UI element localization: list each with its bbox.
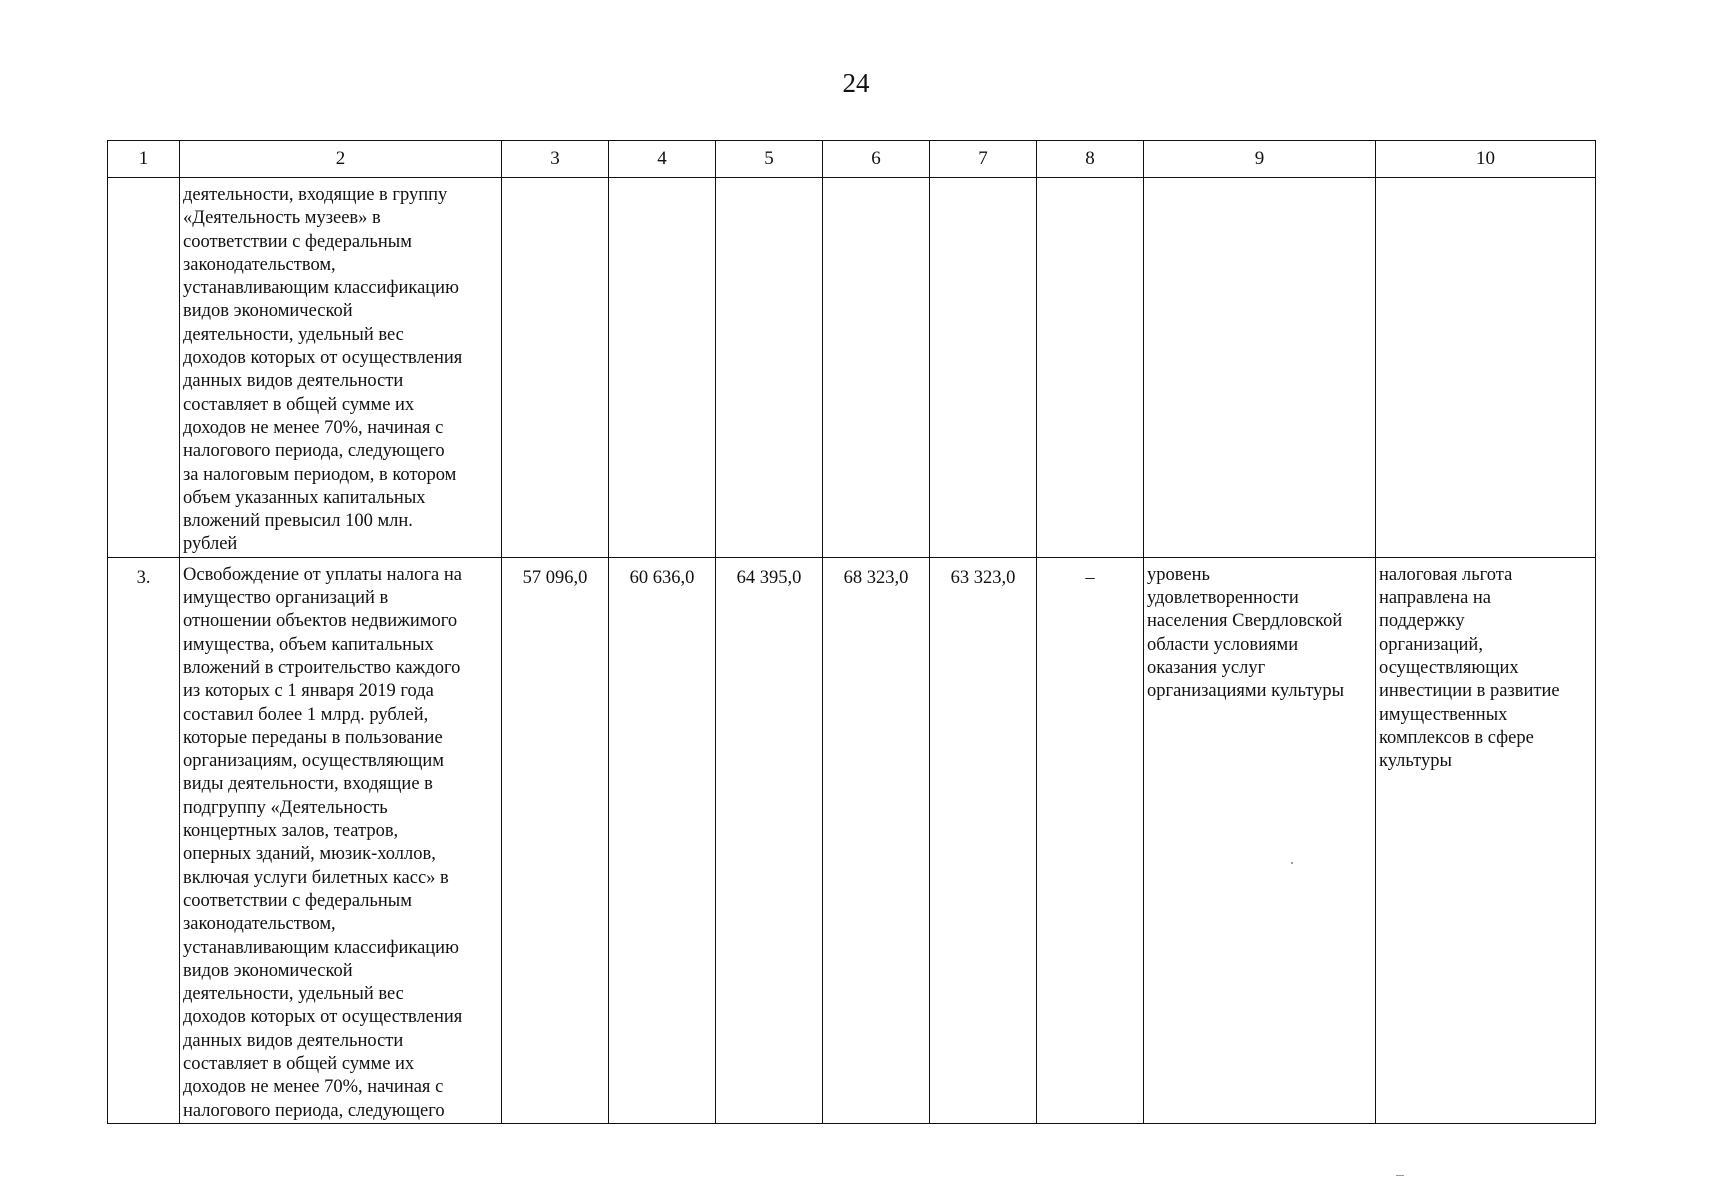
row-number: 3.: [136, 567, 151, 588]
cell-empty: [1376, 178, 1596, 558]
value-col5: 64 395,0: [736, 567, 802, 588]
header-col-1: 1: [108, 141, 180, 178]
benefit-description-text: Освобождение от уплаты налога на имущество организаций в отношении объектов недвижимого имущества, объем капитальных вложений в строительство каждого из которых с 1 января 2019 года составил более 1 млрд. рублей, которые переданы в пользование организациям, осуществляющим виды деятельности, входящие в подгруппу «Деятельность концертных залов, театров, оперных зданий, мюзик-холлов, включая услуги билетных касс» в соответствии с федеральным законодательством, устанавливающим классификацию видов экономической деятельности, удельный вес доходов которых от осуществления данных видов деятельности составляет в общей сумме их доходов не менее 70%, начиная с налогового периода, следующего: [183, 564, 463, 1121]
cell-empty: [823, 178, 930, 558]
value-col6: 68 323,0: [843, 567, 909, 588]
cell-empty: [716, 178, 823, 558]
page-number: 24: [842, 68, 870, 98]
value-col4: 60 636,0: [629, 567, 695, 588]
cell-empty: [609, 178, 716, 558]
indicator-cell: [1144, 557, 1376, 1123]
purpose-text: налоговая льгота направлена на поддержку организаций, осуществляющих инвестиции в развитие имущественных комплексов в сфере культуры: [1379, 564, 1560, 772]
header-col-5: 5: [716, 141, 823, 178]
header-col-2: 2: [180, 141, 502, 178]
value-col3: 57 096,0: [522, 567, 588, 588]
cell-empty: [502, 178, 609, 558]
header-col-7: 7: [930, 141, 1037, 178]
value-cell-col7: [930, 557, 1037, 1123]
scan-speck: [1291, 862, 1293, 864]
cell-empty: [1144, 178, 1376, 558]
purpose-cell: [1376, 557, 1596, 1123]
benefits-table: [107, 140, 1596, 1124]
cell-empty: [930, 178, 1037, 558]
indicator-text: уровень удовлетворенности населения Свердловской области условиями оказания услуг организациями культуры: [1147, 564, 1345, 702]
header-col-3: 3: [502, 141, 609, 178]
scan-speck: [1396, 1175, 1404, 1176]
value-cell-col4: [609, 557, 716, 1123]
value-cell-col5: [716, 557, 823, 1123]
benefit-description-cell: [180, 178, 502, 558]
cell-empty: [108, 178, 180, 558]
value-col7: 63 323,0: [950, 567, 1016, 588]
header-col-8: 8: [1037, 141, 1144, 178]
header-col-4: 4: [609, 141, 716, 178]
header-row: [108, 141, 1596, 178]
value-cell-col3: [502, 557, 609, 1123]
header-col-10: 10: [1376, 141, 1596, 178]
header-col-9: 9: [1144, 141, 1376, 178]
benefit-description-text: деятельности, входящие в группу «Деятельность музеев» в соответствии с федеральным законодательством, устанавливающим классификацию видов экономической деятельности, удельный вес доходов которых от осуществления данных видов деятельности составляет в общей сумме их доходов не менее 70%, начиная с налогового периода, следующего за налоговым периодом, в котором объем указанных капитальных вложений превысил 100 млн. рублей: [183, 185, 463, 555]
value-cell-col6: [823, 557, 930, 1123]
row-number-cell: [108, 557, 180, 1123]
value-cell-col8: [1037, 557, 1144, 1123]
cell-empty: [1037, 178, 1144, 558]
table-row-3: [108, 557, 1596, 1123]
table-row-continued: [108, 178, 1596, 558]
benefit-description-cell: [180, 557, 502, 1123]
value-col8: –: [1085, 567, 1095, 588]
header-col-6: 6: [823, 141, 930, 178]
